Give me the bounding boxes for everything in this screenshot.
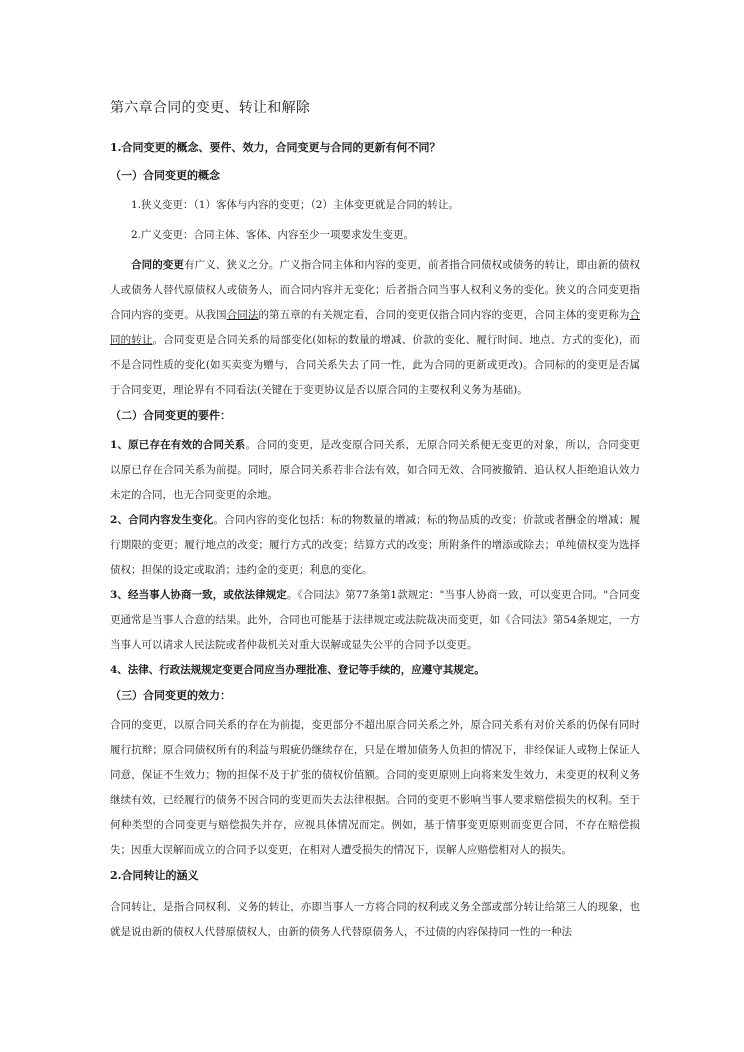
section-heading-concept: （一）合同变更的概念 <box>110 169 220 182</box>
paragraph-text: 的第五章的有关规定看，合同的变更仅指合同内容的变更，合同主体的变更称为 <box>258 309 630 321</box>
paragraph-change-effect: 合同的变更，以原合同关系的存在为前提，变更部分不超出原合同关系之外，原合同关系有对价关系的仍保有同时履行抗辩；原合同债权所有的利益与瑕疵仍继续存在，只是在增加债务人负担的情况下，非经保证人或物上保证人同意，保证不生效力；物的担保不及于扩张的债权价值额。合同的变更原则上向将来发生效力，未变更的权利义务继续有效，已经履行的债务不因合同的变更而失去法律根据。合同的变更不影响当事人要求赔偿损失的权利。至于何种类型的合同变更与赔偿损失并存，应视具体情况而定。例如，基于情事变更原则而变更合同，不存在赔偿损失；因重大误解而成立的合同予以变更，在相对人遭受损失的情况下，误解人应赔偿相对人的损失。 <box>110 719 640 856</box>
question-heading-1: 1.合同变更的概念、要件、效力，合同变更与合同的更新有何不同？ <box>110 141 441 154</box>
paragraph-change-definition <box>110 253 640 403</box>
requirement-4-title: 4、法律、行政法规规定变更合同应当办理批准、登记等手续的，应遵守其规定。 <box>110 664 485 676</box>
chapter-title: 第六章合同的变更、转让和解除 <box>110 100 311 116</box>
question-heading-2: 2.合同转让的涵义 <box>110 869 199 882</box>
requirement-1-text: 。合同的变更，是改变原合同关系，无原合同关系便无变更的对象，所以，合同变更以原已存在合同关系为前提。同时，原合同关系若非合法有效，如合同无效、合同被撤销、追认权人拒绝追认效力未定的合同，也无合同变更的余地。 <box>110 439 640 501</box>
list-item-broad-change: 2.广义变更：合同主体、客体、内容至少一项要求发生变更。 <box>131 229 415 241</box>
link-contract-law[interactable]: 合同法 <box>226 309 259 321</box>
term-contract-change: 合同的变更 <box>131 259 185 271</box>
requirement-1 <box>110 433 640 508</box>
list-item-narrow-change: 1.狭义变更：（1）客体与内容的变更；（2）主体变更就是合同的转让。 <box>131 199 459 211</box>
paragraph-transfer-meaning: 合同转让，是指合同权利、义务的转让，亦即当事人一方将合同的权利或义务全部或部分转让给第三人的现象，也就是说由新的债权人代替原债权人，由新的债务人代替原债务人，不过债的内容保持同一性的一种法 <box>110 901 640 938</box>
section-heading-requirements: （二）合同变更的要件： <box>110 409 231 422</box>
requirement-3-title: 3、经当事人协商一致，或依法律规定 <box>110 589 287 601</box>
requirement-4 <box>110 658 640 683</box>
requirement-3 <box>110 583 640 658</box>
paragraph-text: 有广义、狭义之分。广义指合同主体和内容的变更，前者指合同债权或债务的转让，即由新的债权人或债务人替代原债权人或债务人，而合同内容并无变化；后者指合同当事人权利义务的变化。狭义的合同变更指合同内容的变更。从我国 <box>110 259 641 321</box>
requirement-2-text: 。合同内容的变化包括：标的物数量的增减；标的物品质的改变；价款或者酬金的增减；履行期限的变更；履行地点的改变；履行方式的改变；结算方式的改变；所附条件的增添或除去；单纯债权变为选择债权；担保的设定或取消；违约金的变更；利息的变化。 <box>110 514 640 576</box>
document-body <box>110 97 640 945</box>
paragraph-text: 。合同变更是合同关系的局部变化(如标的数量的增减、价款的变化、履行时间、地点、方式的变化)，而不是合同性质的变化(如买卖变为赠与，合同关系失去了同一性，此为合同的更新或更改)。合同标的的变更是否属于合同变更，理论界有不同看法(关键在于变更协议是否以原合同的主要权利义务为基础)。 <box>110 334 640 396</box>
requirement-2-title: 2、合同内容发生变化 <box>110 514 214 526</box>
requirement-3-text: 。《合同法》第77条第1款规定："当事人协商一致，可以变更合同。"合同变更通常是当事人合意的结果。此外，合同也可能基于法律规定或法院裁决而变更，如《合同法》第54条规定，一方当事人可以请求人民法院或者仲裁机关对重大误解或显失公平的合同予以变更。 <box>110 589 640 651</box>
section-heading-effect: （三）合同变更的效力： <box>110 689 231 702</box>
requirement-1-title: 1、原已存在有效的合同关系 <box>110 439 246 451</box>
requirement-2 <box>110 508 640 583</box>
link-contract-transfer[interactable]: 合同的转让 <box>110 309 641 346</box>
